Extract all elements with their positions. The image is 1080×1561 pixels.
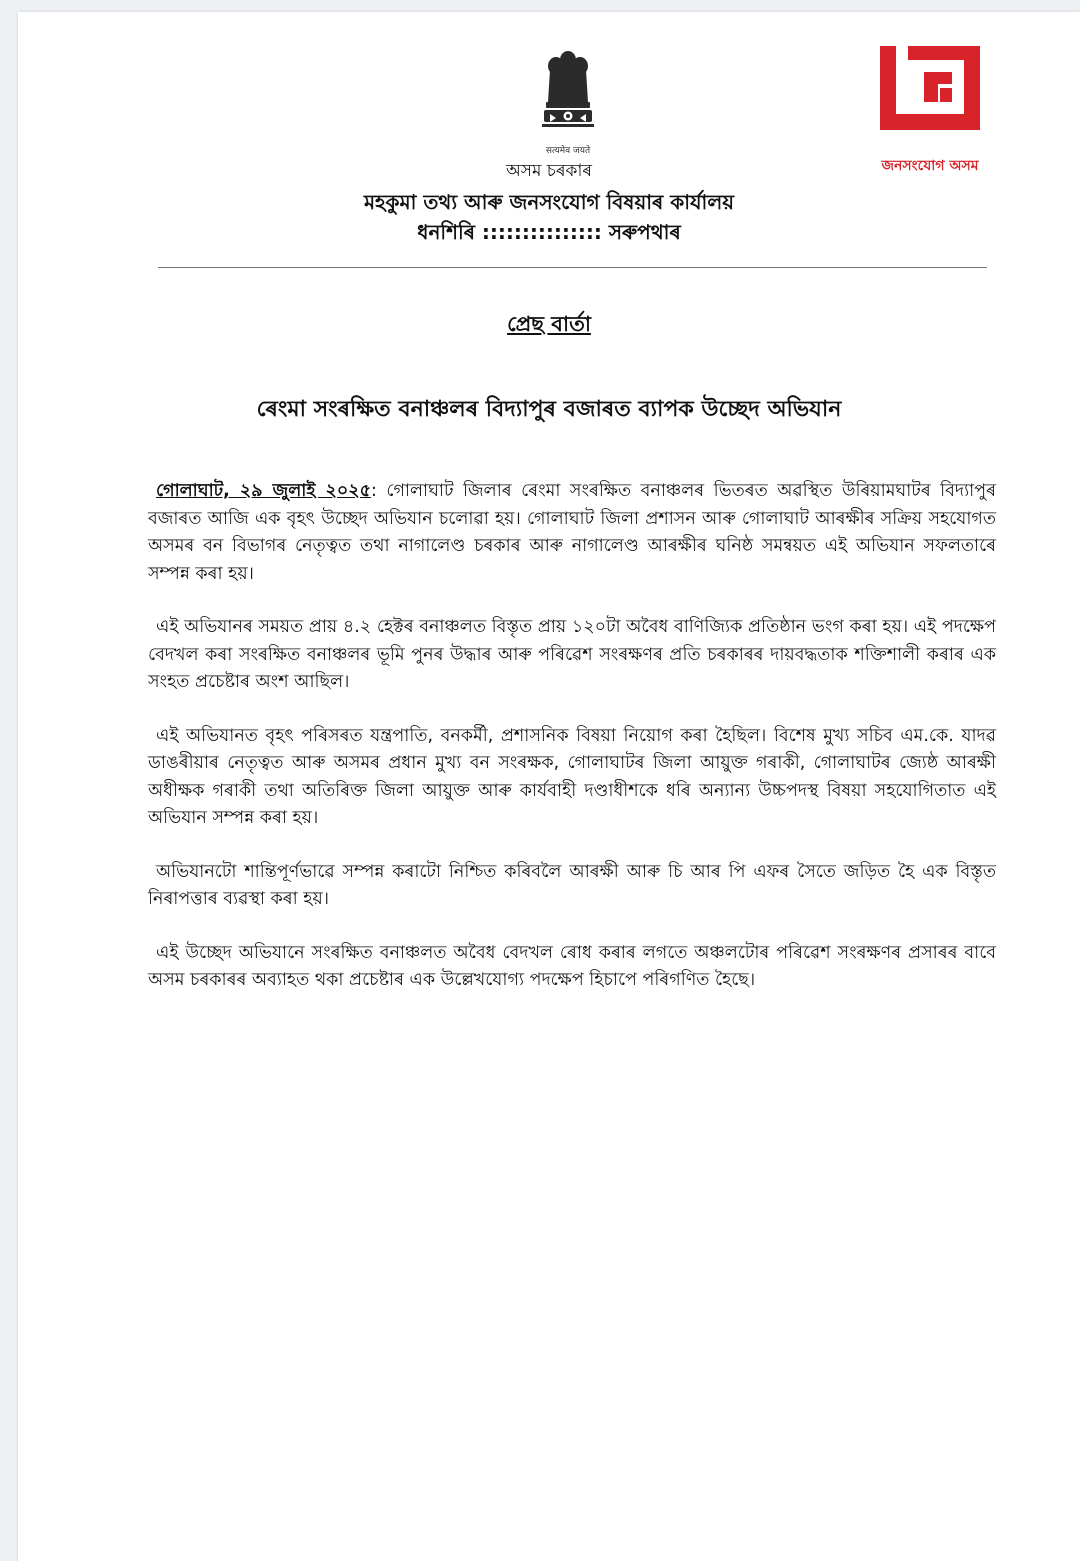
paragraph-1 xyxy=(148,478,996,588)
brand-name: জনসংযোগ অসম xyxy=(881,158,979,174)
paragraph-3: এই অভিযানত বৃহৎ পৰিসৰত যন্ত্ৰপাতি, বনকৰ্মী, প্ৰশাসনিক বিষয়া নিয়োগ কৰা হৈছিল। বিশেষ মুখ্য সচিব এম.কে. যাদৱ ডাঙৰীয়াৰ নেতৃত্বত আৰু অসমৰ প্ৰধান মুখ্য বন সংৰক্ষক, গোলাঘাটৰ জিলা আয়ুক্ত গৰাকী, গোলাঘাটৰ জ্যেষ্ঠ আৰক্ষী অধীক্ষক গৰাকী তথা অতিৰিক্ত জিলা আয়ুক্ত আৰু কাৰ্যবাহী দণ্ডাধীশকে ধৰি অন্যান্য উচ্চপদস্থ বিষয়া সহযোগিতাত এই অভিযান সম্পন্ন কৰা হয়। xyxy=(148,725,996,828)
paragraph-5: এই উচ্ছেদ অভিযানে সংৰক্ষিত বনাঞ্চলত অবৈধ বেদখল ৰোধ কৰাৰ লগতে অঞ্চলটোৰ পৰিৱেশ সংৰক্ষণৰ প্ৰসাৰৰ বাবে অসম চৰকাৰৰ অব্যাহত থকা প্ৰচেষ্টাৰ এক উল্লেখযোগ্য পদক্ষেপ হিচাপে পৰিগণিত হৈছে। xyxy=(148,942,996,990)
header-divider xyxy=(158,267,987,268)
paragraph-4: অভিযানটো শান্তিপূৰ্ণভাৱে সম্পন্ন কৰাটো নিশ্চিত কৰিবলৈ আৰক্ষী আৰু চি আৰ পি এফৰ সৈতে জড়িত হৈ এক বিস্তৃত নিৰাপত্তাৰ ব্যৱস্থা কৰা হয়। xyxy=(148,861,996,909)
paragraph-1-text: : গোলাঘাট জিলাৰ ৰেংমা সংৰক্ষিত বনাঞ্চলৰ ভিতৰত অৱস্থিত উৰিয়ামঘাটৰ বিদ্যাপুৰ বজাৰত আজি এক বৃহৎ উচ্ছেদ অভিযান চলোৱা হয়। গোলাঘাট জিলা প্ৰশাসন আৰু গোলাঘাট আৰক্ষীৰ সক্ৰিয় সহযোগত অসমৰ বন বিভাগৰ নেতৃত্বত তথা নাগালেণ্ড চৰকাৰ আৰু নাগালেণ্ড আৰক্ষীৰ ঘনিষ্ঠ সমন্বয়ত এই অভিযান সফলতাৰে সম্পন্ন কৰা হয়। xyxy=(148,481,996,584)
national-emblem-graphic xyxy=(530,44,606,154)
dateline: গোলাঘাট, ২৯ জুলাই ২০২৫ xyxy=(156,481,371,501)
national-emblem-icon xyxy=(530,44,606,154)
document-page xyxy=(18,12,1080,1561)
press-release-label: প্ৰেছ বাৰ্তা xyxy=(507,312,591,336)
article-body xyxy=(148,478,996,1021)
headline: ৰেংমা সংৰক্ষিত বনাঞ্চলৰ বিদ্যাপুৰ বজাৰত ব্যাপক উচ্ছেদ অভিযান xyxy=(256,397,842,422)
office-name: মহকুমা তথ্য আৰু জনসংযোগ বিষয়াৰ কাৰ্যালয় xyxy=(363,190,735,214)
paragraph-2: এই অভিযানৰ সময়ত প্ৰায় ৪.২ হেক্টৰ বনাঞ্চলত বিস্তৃত প্ৰায় ১২০টা অবৈধ বাণিজ্যিক প্ৰতিষ্ঠান ভংগ কৰা হয়। এই পদক্ষেপ বেদখল কৰা সংৰক্ষিত বনাঞ্চলৰ ভূমি পুনৰ উদ্ধাৰ আৰু পৰিৱেশ সংৰক্ষণৰ প্ৰতি চৰকাৰৰ দায়বদ্ধতাক শক্তিশালী কৰাৰ এক সংহত প্ৰচেষ্টাৰ অংশ আছিল। xyxy=(148,617,996,692)
jansanjog-logo-icon xyxy=(880,42,980,150)
office-location: ধনশিৰি ::::::::::::::: সৰুপথাৰ xyxy=(417,220,681,244)
government-name: অসম চৰকাৰ xyxy=(506,161,592,181)
emblem-motto: सत्यमेव जयते xyxy=(545,146,591,156)
